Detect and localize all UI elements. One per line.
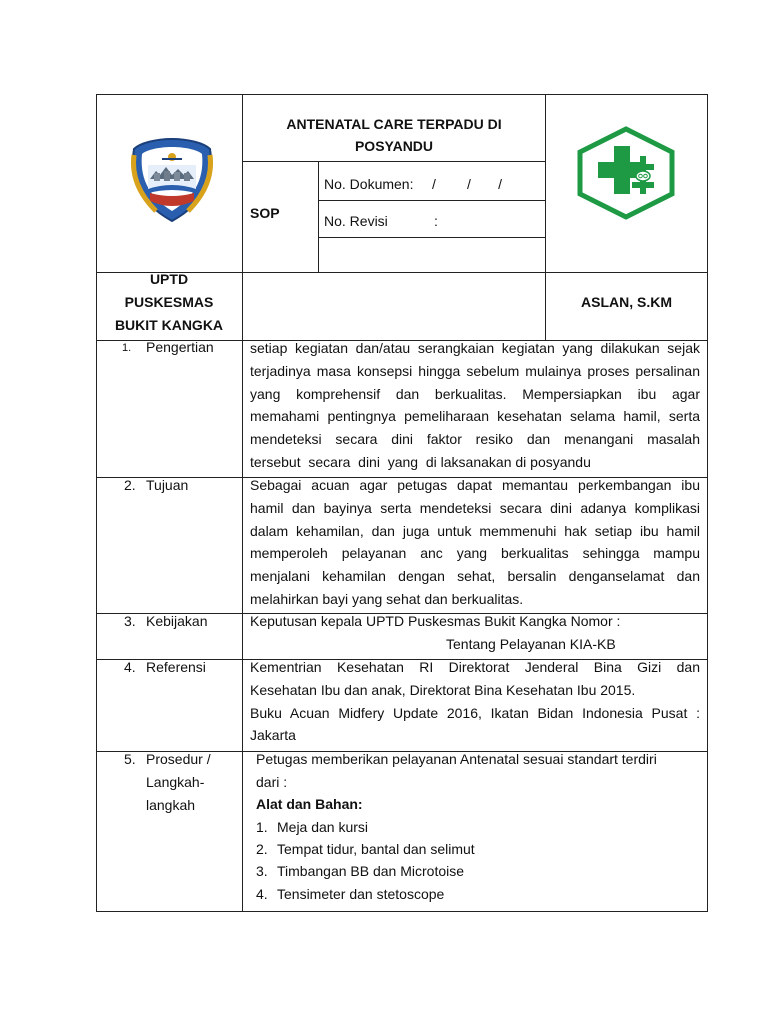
text-line: Sebagai acuan agar petugas dapat memantau perkembangan ibu: [250, 477, 700, 493]
revision-value: :: [434, 213, 438, 229]
list-item: Timbangan BB dan Microtoise: [277, 863, 465, 879]
text-line: Buku Acuan Midfery Update 2016, Ikatan Bidan Indonesia Pusat :: [250, 704, 700, 721]
regional-emblem-icon: [126, 135, 218, 225]
revision-label: No. Revisi: [324, 213, 388, 229]
signer-name: ASLAN, S.KM: [581, 294, 672, 310]
divider-left-column: [242, 94, 243, 912]
tujuan-text: [250, 474, 700, 611]
text-line: yang komprehensif dan berkualitas. Mempersiapkan ibu agar: [250, 385, 700, 402]
kebijakan-line2: Tentang Pelayanan KIA-KB: [446, 636, 616, 652]
list-item: Tensimeter dan stetoscope: [277, 886, 445, 902]
section-label-referensi: Referensi: [146, 659, 206, 675]
referensi-text: [250, 656, 700, 747]
list-item-number: 1.: [256, 819, 268, 835]
sop-label: SOP: [250, 205, 280, 221]
section-label-kebijakan: Kebijakan: [146, 613, 208, 629]
text-line: menjalani kehamilan dengan sehat, bersalin denganselamat dan: [250, 568, 700, 585]
divider-title-bottom: [242, 161, 546, 162]
document-title-line1: ANTENATAL CARE TERPADU DI: [286, 116, 502, 132]
text-line: melahirkan bayi yang sehat dan berkualitas.: [250, 590, 524, 607]
pengertian-text: [250, 337, 700, 474]
list-item: Meja dan kursi: [277, 819, 369, 835]
section-number: 4.: [124, 659, 136, 675]
org-name-line2: PUSKESMAS: [124, 294, 214, 310]
text-line: terjadinya masa konsepsi hingga sebelum mulainya proses persalinan: [250, 362, 700, 379]
text-line: mendeteksi secara dini faktor resiko dan menangani masalah: [250, 431, 700, 448]
text-line: Kesehatan Ibu dan anak, Direktorat Bina Kesehatan Ibu 2015.: [250, 681, 636, 698]
section-number: 1.: [122, 342, 132, 354]
text-line: hamil dan bayinya serta mendeteksi secara dini adanya komplikasi: [250, 499, 700, 516]
text-line: setiap kegiatan dan/atau serangkaian kegiatan yang dilakukan sejak: [250, 340, 700, 356]
text-line: Kementrian Kesehatan RI Direktorat Jenderal Bina Gizi dan: [250, 659, 700, 675]
section-label-tujuan: Tujuan: [146, 477, 189, 493]
org-name-line3: BUKIT KANGKA: [114, 317, 224, 333]
org-name-line1: UPTD: [149, 271, 189, 287]
list-item: Tempat tidur, bantal dan selimut: [277, 841, 475, 857]
section-label-prosedur-line1: Prosedur /: [146, 751, 211, 767]
text-line: tersebut secara dini yang di laksanakan di posyandu: [250, 453, 591, 470]
prosedur-subheading: Alat dan Bahan:: [256, 796, 363, 812]
text-line: Jakarta: [250, 727, 296, 744]
divider-sop-column: [318, 161, 319, 273]
prosedur-intro-line1: Petugas memberikan pelayanan Antenatal sesuai standart terdiri: [256, 751, 657, 767]
section-number: 2.: [124, 477, 136, 493]
document-title-line2: POSYANDU: [354, 138, 434, 154]
text-line: memperoleh pelayanan anc yang berkualitas sehingga mampu: [250, 545, 700, 562]
section-number: 3.: [124, 613, 136, 629]
divider-docno-bottom: [318, 200, 546, 201]
section-number: 5.: [124, 751, 136, 767]
divider-revisi-bottom: [318, 237, 546, 238]
section-label-prosedur-line2: Langkah-: [146, 774, 205, 790]
list-item-number: 2.: [256, 841, 268, 857]
list-item-number: 3.: [256, 863, 268, 879]
health-ministry-logo-icon: [574, 126, 678, 220]
section-label-pengertian: Pengertian: [146, 339, 214, 355]
text-line: memahami pentingnya pemeliharaan kesehatan selama hamil, serta: [250, 408, 700, 425]
section-label-prosedur-line3: langkah: [146, 797, 196, 813]
doc-number-value: / / /: [432, 176, 503, 192]
prosedur-intro-line2: dari :: [256, 774, 288, 790]
doc-number-label: No. Dokumen:: [324, 176, 414, 192]
text-line: dalam kehamilan, dan juga untuk memmenuhi hak setiap ibu hamil: [250, 522, 700, 539]
list-item-number: 4.: [256, 886, 268, 902]
kebijakan-line1: Keputusan kepala UPTD Puskesmas Bukit Kangka Nomor :: [250, 613, 621, 629]
